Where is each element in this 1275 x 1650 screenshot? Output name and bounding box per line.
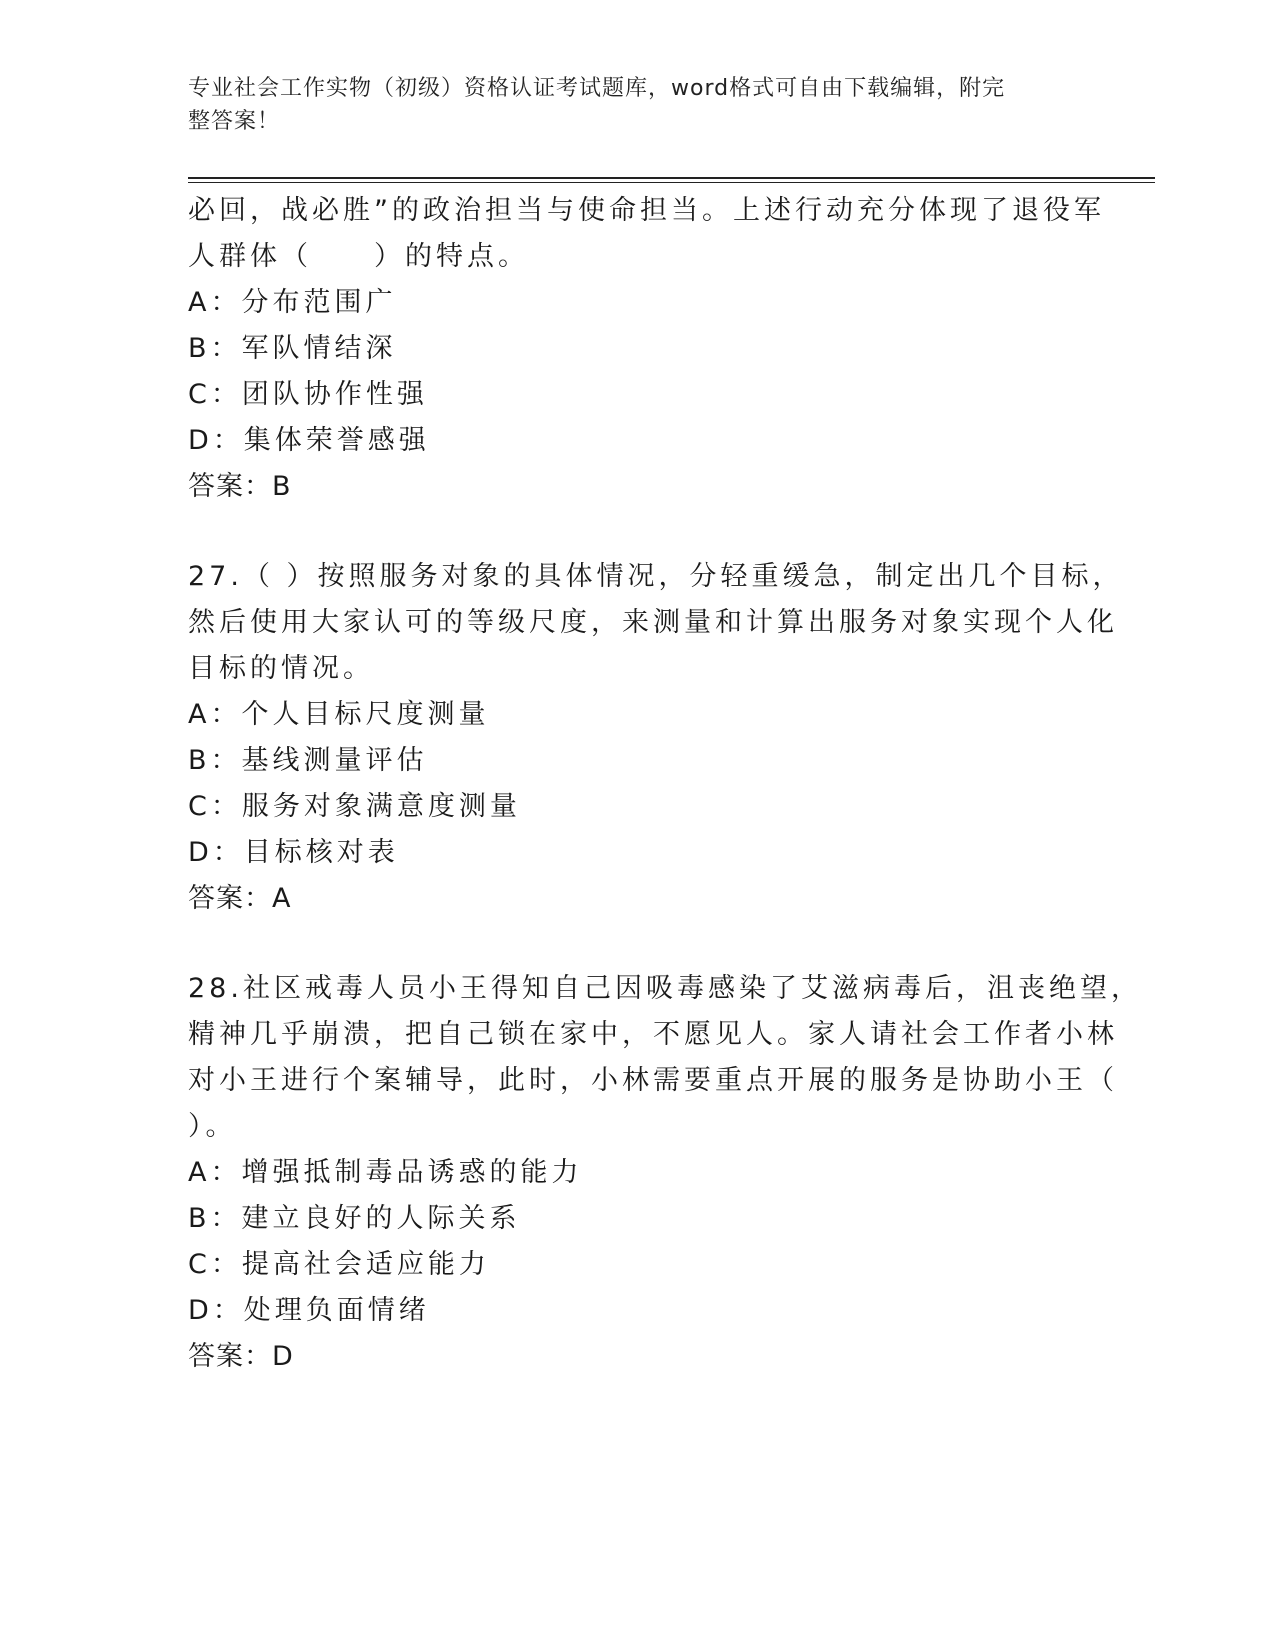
option-b: B：建立良好的人际关系 (188, 1203, 521, 1234)
question-text-line: 目标的情况。 (188, 653, 374, 684)
answer-line: 答案：D (188, 1341, 294, 1372)
answer-line: 答案：A (188, 883, 292, 914)
question-27 (188, 554, 1124, 922)
question-text-line: 28.社区戒毒人员小王得知自己因吸毒感染了艾滋病毒后，沮丧绝望， (188, 973, 1142, 1004)
option-c: C：团队协作性强 (188, 379, 428, 410)
option-c: C：服务对象满意度测量 (188, 791, 521, 822)
question-text-line: 对小王进行个案辅导，此时，小林需要重点开展的服务是协助小王（ (188, 1065, 1118, 1096)
option-a: A：增强抵制毒品诱惑的能力 (188, 1157, 583, 1188)
header-divider-thick (188, 177, 1155, 179)
question-text-line: 必回，战必胜”的政治担当与使命担当。上述行动充分体现了退役军 (188, 195, 1105, 226)
option-d: D：目标核对表 (188, 837, 399, 868)
option-a: A：个人目标尺度测量 (188, 699, 490, 730)
question-text-line: 人群体（ ）的特点。 (188, 241, 529, 272)
option-b: B：基线测量评估 (188, 745, 428, 776)
option-a: A：分布范围广 (188, 287, 397, 318)
header-divider-thin (188, 182, 1155, 183)
answer-line: 答案：B (188, 471, 292, 502)
option-d: D：集体荣誉感强 (188, 425, 430, 456)
option-d: D：处理负面情绪 (188, 1295, 430, 1326)
header-line-2: 整答案！ (188, 109, 281, 134)
header-line-1: 专业社会工作实物（初级）资格认证考试题库，word格式可自由下载编辑，附完 (188, 76, 1006, 101)
option-c: C：提高社会适应能力 (188, 1249, 490, 1280)
question-text-line: 27.（ ）按照服务对象的具体情况，分轻重缓急，制定出几个目标， (188, 561, 1124, 592)
question-text-line: 精神几乎崩溃，把自己锁在家中，不愿见人。家人请社会工作者小林 (188, 1019, 1118, 1050)
option-b: B：军队情结深 (188, 333, 397, 364)
question-26 (188, 188, 1105, 510)
document-body (188, 188, 1142, 1380)
question-text-line: ）。 (188, 1111, 237, 1142)
page-header (188, 72, 1068, 138)
question-28 (188, 966, 1142, 1380)
question-text-line: 然后使用大家认可的等级尺度，来测量和计算出服务对象实现个人化 (188, 607, 1118, 638)
